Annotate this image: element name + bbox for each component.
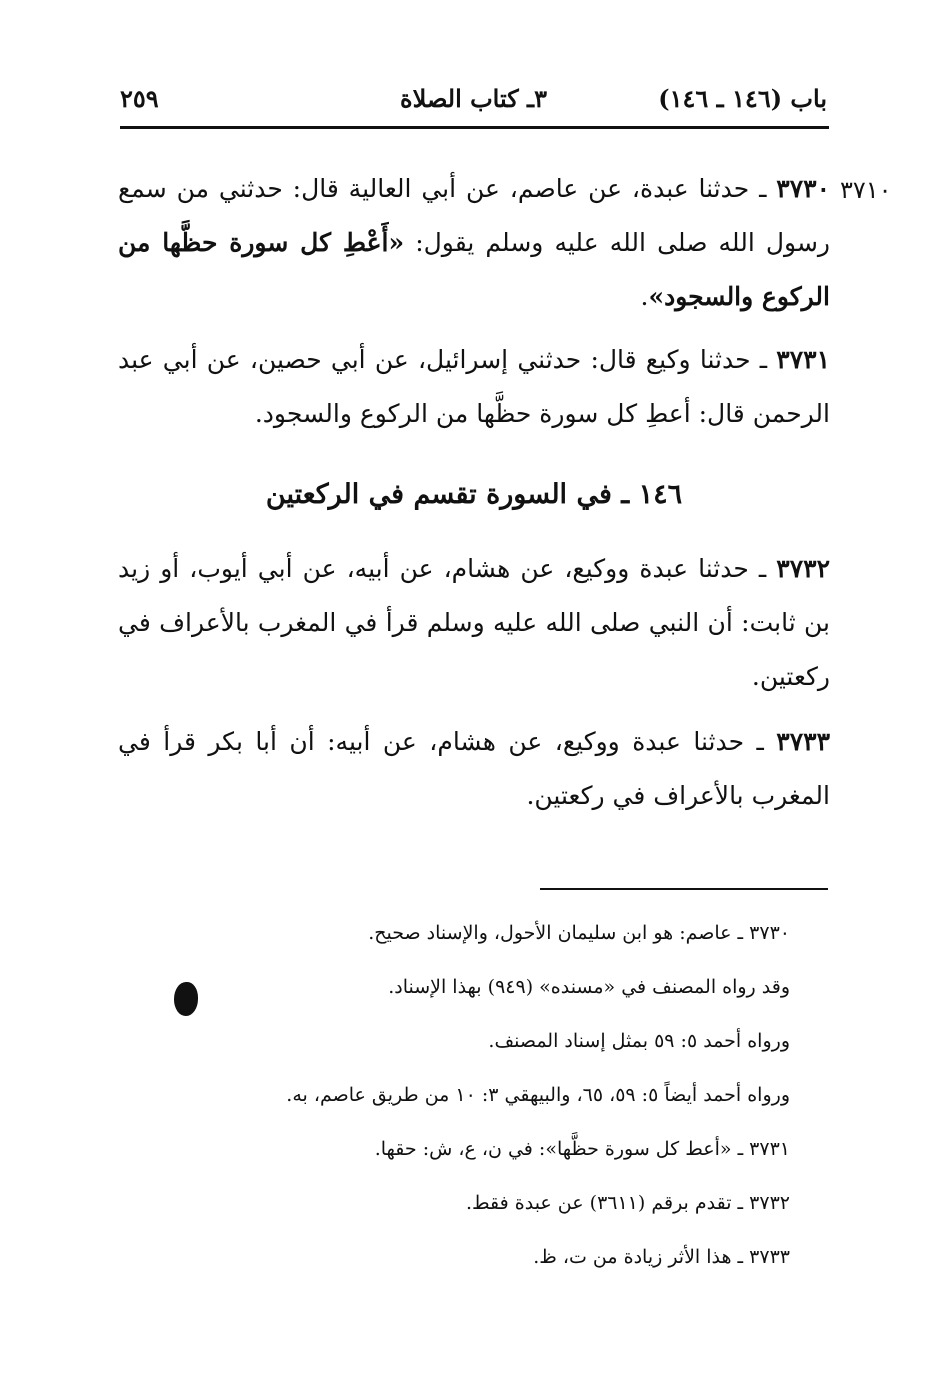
- footnote: ٣٧٣٢ ـ تقدم برقم (٣٦١١) عن عبدة فقط.: [465, 1192, 790, 1214]
- hadith-number: ٣٧٣١: [776, 345, 830, 374]
- hadith-text: ـ حدثنا عبدة ووكيع، عن هشام، عن أبيه: أن أبا بكر قرأ في المغرب بالأعراف في ركعتين.: [118, 727, 830, 810]
- margin-number: ٣٧١٠: [840, 176, 892, 204]
- hadith-text: ـ حدثنا عبدة ووكيع، عن هشام، عن أبيه، عن أبي أيوب، أو زيد بن ثابت: أن النبي صلى الله عليه وسلم قرأ في المغرب بالأعراف في ركعتين.: [118, 554, 830, 691]
- page-number: ٢٥٩: [120, 84, 159, 113]
- hadith-tail: .: [640, 282, 649, 311]
- hadith-text: ـ حدثنا وكيع قال: حدثني إسرائيل، عن أبي حصين، عن أبي عبد الرحمن قال: أعطِ كل سورة حظَّها من الركوع والسجود.: [118, 345, 830, 428]
- hadith-quote: «أَعْطِ كل سورة حظَّها من الركوع والسجود»: [118, 228, 830, 311]
- hadith-number: ٣٧٣٢: [776, 554, 830, 583]
- footnote: ٣٧٣١ ـ «أعط كل سورة حظَّها»: في ن، ع، ش: حقها.: [374, 1138, 790, 1160]
- hadith-text: ـ حدثنا عبدة، عن عاصم، عن أبي العالية قال: حدثني من سمع رسول الله صلى الله عليه وسلم يقول:: [118, 174, 830, 257]
- footnote: ٣٧٣٠ ـ عاصم: هو ابن سليمان الأحول، والإسناد صحيح.: [368, 922, 790, 944]
- footnote-rule: [540, 888, 828, 890]
- footnote: وقد رواه المصنف في «مسنده» (٩٤٩) بهذا الإسناد.: [388, 976, 790, 998]
- hadith-3732: [118, 542, 830, 704]
- section-title: ١٤٦ ـ في السورة تقسم في الركعتين: [265, 479, 683, 510]
- hadith-3731: [118, 333, 830, 441]
- footnote: ورواه أحمد أيضاً ٥: ٥٩، ٦٥، والبيهقي ٣: ١٠ من طريق عاصم، به.: [286, 1084, 790, 1106]
- hadith-3730: [118, 162, 830, 324]
- hadith-3733: [118, 715, 830, 823]
- running-header: [120, 84, 827, 124]
- footnote: ورواه أحمد ٥: ٥٩ بمثل إسناد المصنف.: [488, 1030, 790, 1052]
- header-rule: [120, 126, 829, 129]
- footnote: ٣٧٣٣ ـ هذا الأثر زيادة من ت، ظ.: [533, 1246, 790, 1268]
- header-chapter: باب (١٤٦ ـ ١٤٦): [658, 84, 827, 113]
- header-book-title: ٣ـ كتاب الصلاة: [400, 84, 547, 113]
- hadith-number: ٣٧٣٠: [776, 174, 830, 203]
- footnotes: [150, 906, 790, 1284]
- hadith-number: ٣٧٣٣: [776, 727, 830, 756]
